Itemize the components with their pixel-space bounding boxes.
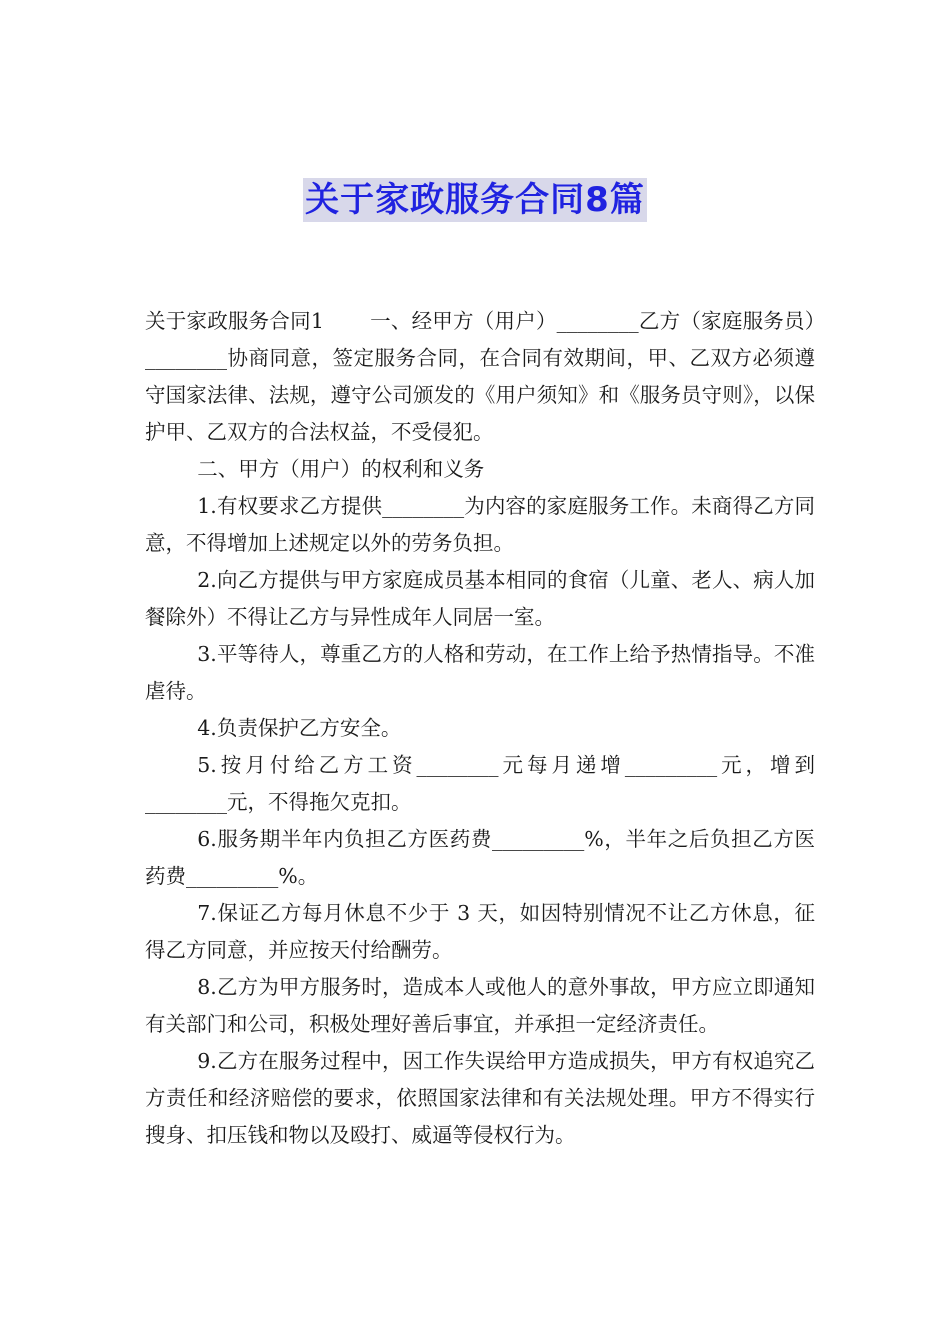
clause-6: 6.服务期半年内负担乙方医药费_________%，半年之后负担乙方医药费_________%。 — [145, 827, 815, 888]
paragraph-text: 一、经甲方（用户）________乙方（家庭服务员）________协商同意，签定服务合同，在合同有效期间，甲、乙双方必须遵守国家法律、法规，遵守公司颁发的《用户须知》和《服务员守则》，以保护甲、乙双方的合法权益，不受侵犯。 — [145, 309, 816, 444]
lead-label: 关于家政服务合同1 — [145, 309, 324, 333]
clause-4: 4.负责保护乙方安全。 — [197, 716, 402, 740]
section-heading: 二、甲方（用户）的权利和义务 — [197, 457, 485, 481]
clause-3: 3.平等待人，尊重乙方的人格和劳动，在工作上给予热情指导。不准虐待。 — [145, 642, 815, 703]
clause-7: 7.保证乙方每月休息不少于 3 天，如因特别情况不让乙方休息，征得乙方同意，并应按天付给酬劳。 — [145, 901, 815, 962]
paragraph-intro — [145, 303, 815, 451]
clause-2: 2.向乙方提供与甲方家庭成员基本相同的食宿（儿童、老人、病人加餐除外）不得让乙方与异性成年人同居一室。 — [145, 568, 815, 629]
clause-5: 5.按月付给乙方工资________元每月递增_________元，增到________元，不得拖欠克扣。 — [145, 753, 815, 814]
document-body — [145, 303, 815, 1154]
clause-9: 9.乙方在服务过程中，因工作失误给甲方造成损失，甲方有权追究乙方责任和经济赔偿的要求，依照国家法律和有关法规处理。甲方不得实行搜身、扣压钱和物以及殴打、威逼等侵权行为。 — [145, 1049, 815, 1147]
clause-1: 1.有权要求乙方提供________为内容的家庭服务工作。未商得乙方同意，不得增加上述规定以外的劳务负担。 — [145, 494, 815, 555]
title-container — [0, 178, 950, 222]
clause-8: 8.乙方为甲方服务时，造成本人或他人的意外事故，甲方应立即通知有关部门和公司，积极处理好善后事宜，并承担一定经济责任。 — [145, 975, 815, 1036]
document-title: 关于家政服务合同8篇 — [305, 180, 645, 220]
